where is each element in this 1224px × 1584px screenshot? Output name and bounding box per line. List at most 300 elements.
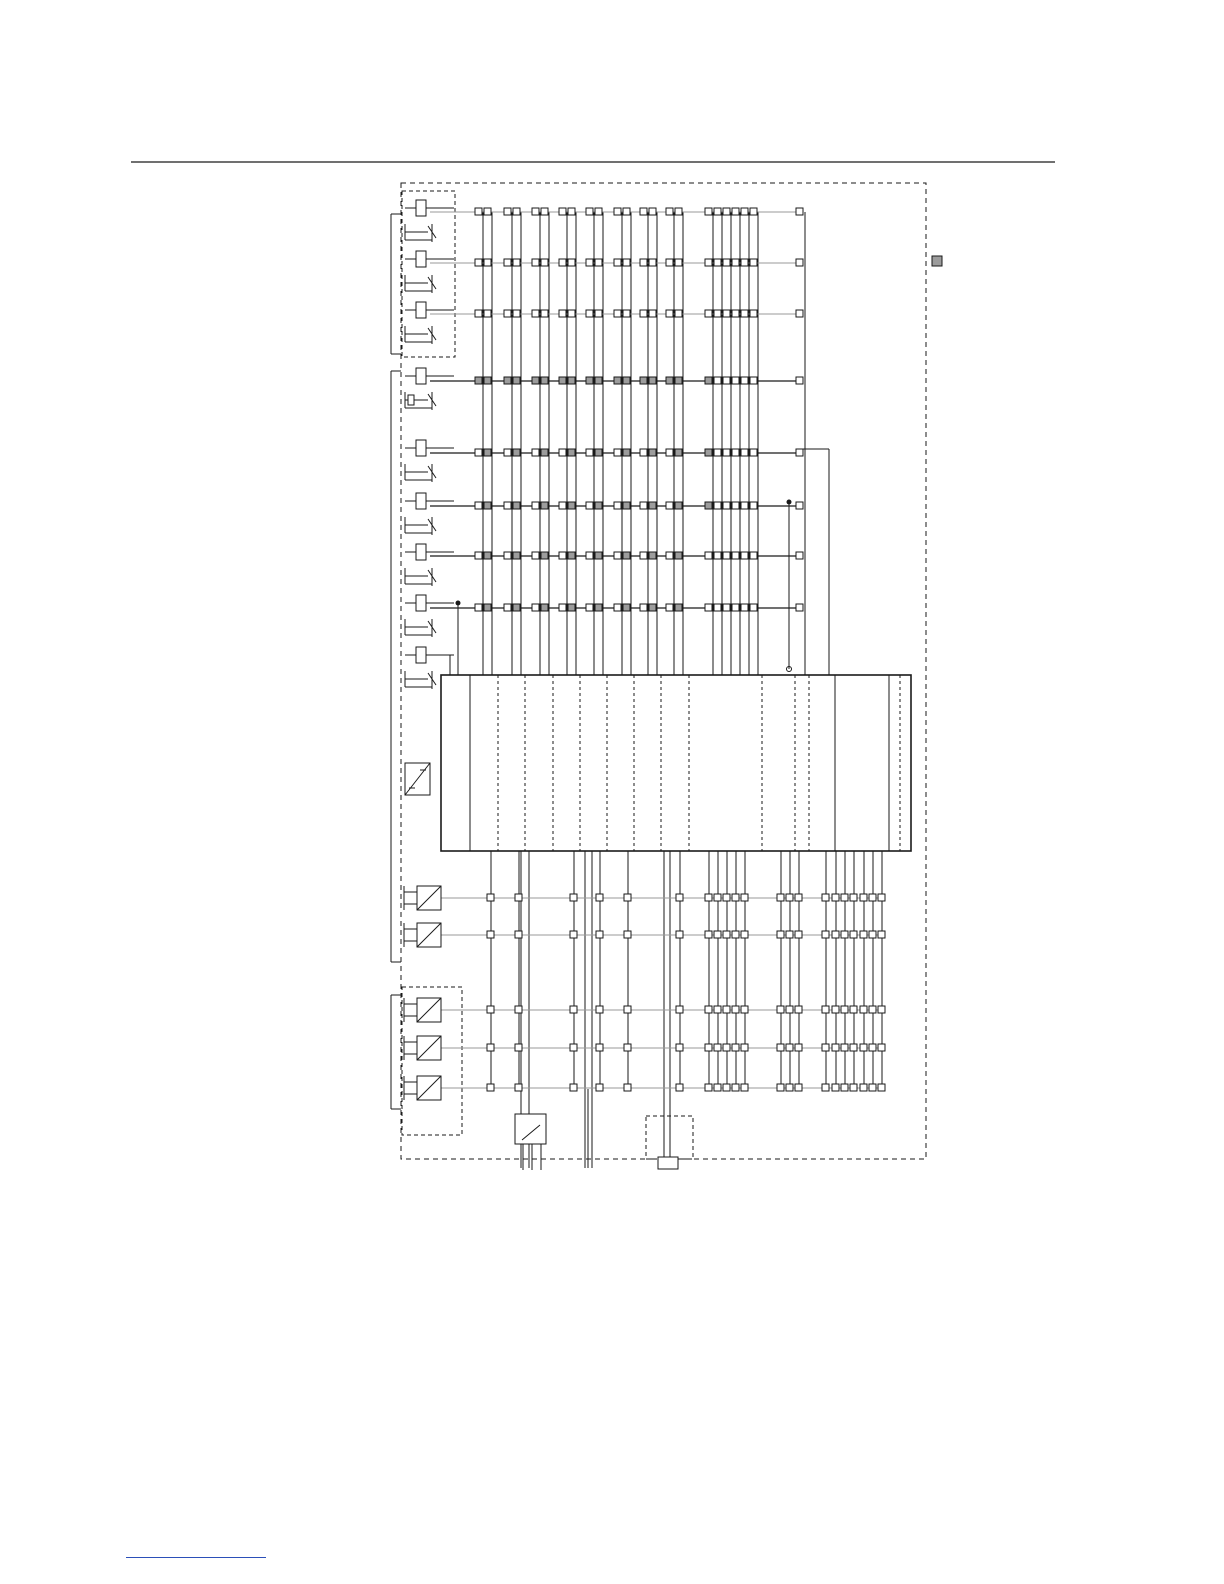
terminal	[559, 449, 566, 456]
terminal	[705, 1084, 712, 1091]
relay-coil-icon	[405, 493, 454, 535]
terminal	[666, 208, 673, 215]
terminal	[675, 552, 682, 559]
terminal	[623, 377, 630, 384]
terminal	[515, 1084, 522, 1091]
terminal	[878, 1006, 885, 1013]
terminal	[675, 259, 682, 266]
terminal	[484, 377, 491, 384]
terminal	[649, 259, 656, 266]
terminal	[705, 931, 712, 938]
terminal	[595, 377, 602, 384]
terminal	[869, 1044, 876, 1051]
terminal	[559, 502, 566, 509]
terminal	[795, 931, 802, 938]
terminal	[741, 1044, 748, 1051]
footer-link-underline	[126, 1557, 266, 1558]
relay-coil-icon	[405, 251, 454, 293]
terminal	[741, 931, 748, 938]
terminal	[614, 449, 621, 456]
terminal	[796, 208, 803, 215]
terminal	[532, 259, 539, 266]
terminal	[504, 604, 511, 611]
terminal	[475, 552, 482, 559]
terminal	[741, 552, 748, 559]
terminal	[504, 552, 511, 559]
terminal	[623, 502, 630, 509]
terminal	[732, 552, 739, 559]
terminal	[832, 931, 839, 938]
terminal	[832, 1044, 839, 1051]
terminal	[513, 259, 520, 266]
terminal	[714, 259, 721, 266]
terminal	[732, 377, 739, 384]
terminal	[822, 931, 829, 938]
terminal	[513, 552, 520, 559]
terminal	[741, 604, 748, 611]
terminal	[705, 502, 712, 509]
terminal	[723, 1006, 730, 1013]
terminal	[723, 310, 730, 317]
terminal	[484, 310, 491, 317]
terminal	[614, 310, 621, 317]
terminal	[723, 502, 730, 509]
relay-coil-icon	[405, 302, 454, 344]
terminal	[860, 1084, 867, 1091]
terminal	[714, 1044, 721, 1051]
terminal	[714, 1084, 721, 1091]
terminal	[568, 552, 575, 559]
terminal	[841, 1044, 848, 1051]
terminal	[860, 931, 867, 938]
signal-converter-icon	[404, 998, 441, 1022]
terminal	[705, 449, 712, 456]
terminal	[484, 502, 491, 509]
terminal	[878, 894, 885, 901]
terminal	[487, 1044, 494, 1051]
terminal	[586, 310, 593, 317]
terminal	[741, 502, 748, 509]
terminal	[796, 604, 803, 611]
terminal	[532, 310, 539, 317]
terminal	[732, 1084, 739, 1091]
terminal	[795, 1084, 802, 1091]
terminal	[586, 259, 593, 266]
terminal	[532, 449, 539, 456]
terminal	[705, 552, 712, 559]
terminal	[822, 1006, 829, 1013]
side-bracket	[391, 214, 401, 354]
terminal	[741, 449, 748, 456]
terminal	[532, 604, 539, 611]
terminal	[732, 310, 739, 317]
terminal	[732, 259, 739, 266]
terminal	[532, 552, 539, 559]
terminal	[675, 208, 682, 215]
terminal	[475, 502, 482, 509]
terminal	[676, 1084, 683, 1091]
terminal	[732, 931, 739, 938]
terminal	[649, 552, 656, 559]
terminal	[750, 208, 757, 215]
terminal	[640, 377, 647, 384]
terminal	[559, 259, 566, 266]
terminal	[723, 259, 730, 266]
relay-coil-icon	[405, 200, 454, 242]
terminal	[649, 502, 656, 509]
terminal	[676, 894, 683, 901]
terminal	[568, 310, 575, 317]
signal-converter-icon	[404, 1076, 441, 1100]
terminal	[586, 449, 593, 456]
terminal	[487, 894, 494, 901]
terminal	[541, 208, 548, 215]
terminal	[675, 604, 682, 611]
terminal	[568, 502, 575, 509]
terminal	[649, 449, 656, 456]
terminal	[623, 552, 630, 559]
terminal	[850, 1044, 857, 1051]
terminal	[513, 208, 520, 215]
terminal	[777, 931, 784, 938]
terminal	[570, 1006, 577, 1013]
terminal	[860, 1044, 867, 1051]
terminal	[595, 502, 602, 509]
terminal	[484, 604, 491, 611]
terminal	[513, 604, 520, 611]
terminal	[850, 894, 857, 901]
relay-coil-icon	[405, 595, 454, 637]
terminal	[714, 377, 721, 384]
terminal	[795, 1006, 802, 1013]
terminal	[723, 604, 730, 611]
terminal	[705, 1044, 712, 1051]
terminal	[869, 931, 876, 938]
terminal	[624, 1006, 631, 1013]
terminal	[795, 1044, 802, 1051]
terminal	[640, 502, 647, 509]
terminal	[786, 1084, 793, 1091]
terminal	[666, 502, 673, 509]
terminal	[614, 502, 621, 509]
terminal	[750, 502, 757, 509]
terminal	[796, 449, 803, 456]
terminal	[741, 1006, 748, 1013]
terminal	[532, 502, 539, 509]
terminal	[513, 377, 520, 384]
terminal	[850, 931, 857, 938]
terminal	[515, 894, 522, 901]
terminal	[484, 449, 491, 456]
terminal	[649, 208, 656, 215]
terminal	[475, 377, 482, 384]
terminal	[484, 259, 491, 266]
terminal	[741, 259, 748, 266]
signal-converter-icon	[404, 1036, 441, 1060]
terminal	[649, 604, 656, 611]
terminal	[596, 1084, 603, 1091]
terminal	[595, 449, 602, 456]
terminal	[586, 377, 593, 384]
terminal	[777, 1044, 784, 1051]
terminal	[541, 502, 548, 509]
terminal	[475, 310, 482, 317]
terminal	[487, 931, 494, 938]
terminal	[675, 310, 682, 317]
terminal	[860, 1006, 867, 1013]
terminal	[596, 1006, 603, 1013]
terminal	[475, 449, 482, 456]
terminal	[559, 552, 566, 559]
terminal	[624, 894, 631, 901]
terminal	[850, 1084, 857, 1091]
terminal	[570, 1044, 577, 1051]
terminal	[541, 552, 548, 559]
terminal	[723, 552, 730, 559]
terminal	[878, 1044, 885, 1051]
terminal	[705, 1006, 712, 1013]
terminal	[586, 604, 593, 611]
terminal	[750, 449, 757, 456]
terminal	[640, 604, 647, 611]
terminal	[714, 1006, 721, 1013]
terminal	[732, 1044, 739, 1051]
terminal	[484, 208, 491, 215]
terminal	[750, 259, 757, 266]
terminal	[666, 310, 673, 317]
terminal	[705, 259, 712, 266]
terminal	[504, 377, 511, 384]
terminal	[559, 604, 566, 611]
terminal	[666, 552, 673, 559]
terminal	[504, 310, 511, 317]
terminal	[732, 1006, 739, 1013]
terminal	[741, 1084, 748, 1091]
terminal	[559, 310, 566, 317]
terminal	[623, 449, 630, 456]
terminal	[623, 259, 630, 266]
terminal	[640, 552, 647, 559]
terminal	[504, 208, 511, 215]
terminal	[649, 310, 656, 317]
terminal	[723, 1084, 730, 1091]
terminal	[568, 377, 575, 384]
terminal	[832, 1084, 839, 1091]
signal-converter-icon	[404, 886, 441, 910]
terminal	[624, 1044, 631, 1051]
terminal	[796, 377, 803, 384]
signal-converter-icon	[404, 923, 441, 947]
legend-shaded-terminal	[932, 256, 942, 266]
terminal	[475, 604, 482, 611]
relay-coil-icon	[405, 544, 454, 586]
terminal	[559, 377, 566, 384]
terminal	[869, 1084, 876, 1091]
terminal	[723, 377, 730, 384]
terminal	[559, 208, 566, 215]
terminal	[796, 552, 803, 559]
terminal	[570, 894, 577, 901]
terminal	[487, 1084, 494, 1091]
terminal	[570, 1084, 577, 1091]
terminal	[786, 931, 793, 938]
terminal	[741, 208, 748, 215]
terminal	[841, 894, 848, 901]
terminal	[541, 259, 548, 266]
terminal	[570, 931, 577, 938]
terminal	[504, 449, 511, 456]
terminal	[714, 604, 721, 611]
terminal	[586, 208, 593, 215]
terminal	[705, 310, 712, 317]
terminal	[796, 502, 803, 509]
terminal	[624, 1084, 631, 1091]
terminal	[822, 1044, 829, 1051]
terminal	[640, 449, 647, 456]
terminal	[676, 1006, 683, 1013]
terminal	[666, 604, 673, 611]
controller-block	[441, 675, 911, 851]
terminal	[732, 894, 739, 901]
terminal	[596, 894, 603, 901]
terminal	[487, 1006, 494, 1013]
terminal	[568, 604, 575, 611]
terminal	[723, 449, 730, 456]
terminal	[714, 894, 721, 901]
terminal	[640, 208, 647, 215]
terminal	[723, 1044, 730, 1051]
terminal	[595, 208, 602, 215]
terminal	[777, 1006, 784, 1013]
terminal	[541, 449, 548, 456]
terminal	[614, 377, 621, 384]
terminal	[878, 931, 885, 938]
terminal	[504, 502, 511, 509]
terminal	[568, 208, 575, 215]
terminal	[666, 449, 673, 456]
terminal	[666, 259, 673, 266]
terminal	[595, 552, 602, 559]
terminal	[586, 552, 593, 559]
terminal	[705, 604, 712, 611]
terminal	[676, 931, 683, 938]
terminal	[741, 894, 748, 901]
terminal	[640, 310, 647, 317]
terminal	[869, 894, 876, 901]
terminal	[513, 449, 520, 456]
side-bracket	[391, 371, 401, 962]
terminal	[777, 1084, 784, 1091]
terminal	[786, 1044, 793, 1051]
terminal	[475, 259, 482, 266]
terminal	[623, 208, 630, 215]
terminal	[675, 502, 682, 509]
terminal	[513, 502, 520, 509]
terminal	[869, 1006, 876, 1013]
terminal	[786, 1006, 793, 1013]
terminal	[515, 931, 522, 938]
terminal	[832, 894, 839, 901]
terminal	[595, 259, 602, 266]
terminal	[796, 259, 803, 266]
terminal	[714, 502, 721, 509]
terminal	[541, 604, 548, 611]
terminal	[822, 1084, 829, 1091]
terminal	[596, 1044, 603, 1051]
terminal	[777, 894, 784, 901]
terminal	[841, 931, 848, 938]
switch-icon	[515, 1114, 546, 1170]
terminal	[541, 377, 548, 384]
terminal	[732, 604, 739, 611]
terminal	[614, 604, 621, 611]
terminal	[786, 894, 793, 901]
terminal	[705, 894, 712, 901]
terminal	[714, 208, 721, 215]
terminal	[532, 208, 539, 215]
terminal	[624, 931, 631, 938]
side-bracket	[391, 995, 401, 1109]
terminal	[878, 1084, 885, 1091]
terminal	[614, 208, 621, 215]
terminal	[750, 552, 757, 559]
terminal	[714, 449, 721, 456]
relay-group-boundary	[402, 191, 455, 357]
terminal	[723, 208, 730, 215]
terminal	[714, 310, 721, 317]
terminal	[504, 259, 511, 266]
terminal	[586, 502, 593, 509]
terminal	[732, 502, 739, 509]
terminal	[568, 449, 575, 456]
resistor-icon	[408, 395, 414, 405]
terminal	[841, 1084, 848, 1091]
terminal	[750, 377, 757, 384]
relay-coil-icon	[405, 440, 454, 482]
terminal	[541, 310, 548, 317]
terminal	[832, 1006, 839, 1013]
terminal	[723, 894, 730, 901]
fuse-terminal	[658, 1157, 678, 1169]
terminal	[705, 208, 712, 215]
terminal	[732, 449, 739, 456]
terminal	[649, 377, 656, 384]
terminal	[595, 310, 602, 317]
terminal	[568, 259, 575, 266]
terminal	[666, 377, 673, 384]
terminal	[750, 310, 757, 317]
terminal	[515, 1006, 522, 1013]
terminal	[676, 1044, 683, 1051]
power-supply-icon	[405, 763, 430, 795]
terminal	[596, 931, 603, 938]
terminal	[732, 208, 739, 215]
terminal	[532, 377, 539, 384]
terminal	[841, 1006, 848, 1013]
terminal	[675, 449, 682, 456]
terminal	[741, 310, 748, 317]
terminal	[614, 259, 621, 266]
terminal	[513, 310, 520, 317]
terminal	[705, 377, 712, 384]
terminal	[595, 604, 602, 611]
terminal	[750, 604, 757, 611]
terminal	[623, 604, 630, 611]
terminal	[623, 310, 630, 317]
terminal	[860, 894, 867, 901]
terminal	[614, 552, 621, 559]
terminal	[515, 1044, 522, 1051]
